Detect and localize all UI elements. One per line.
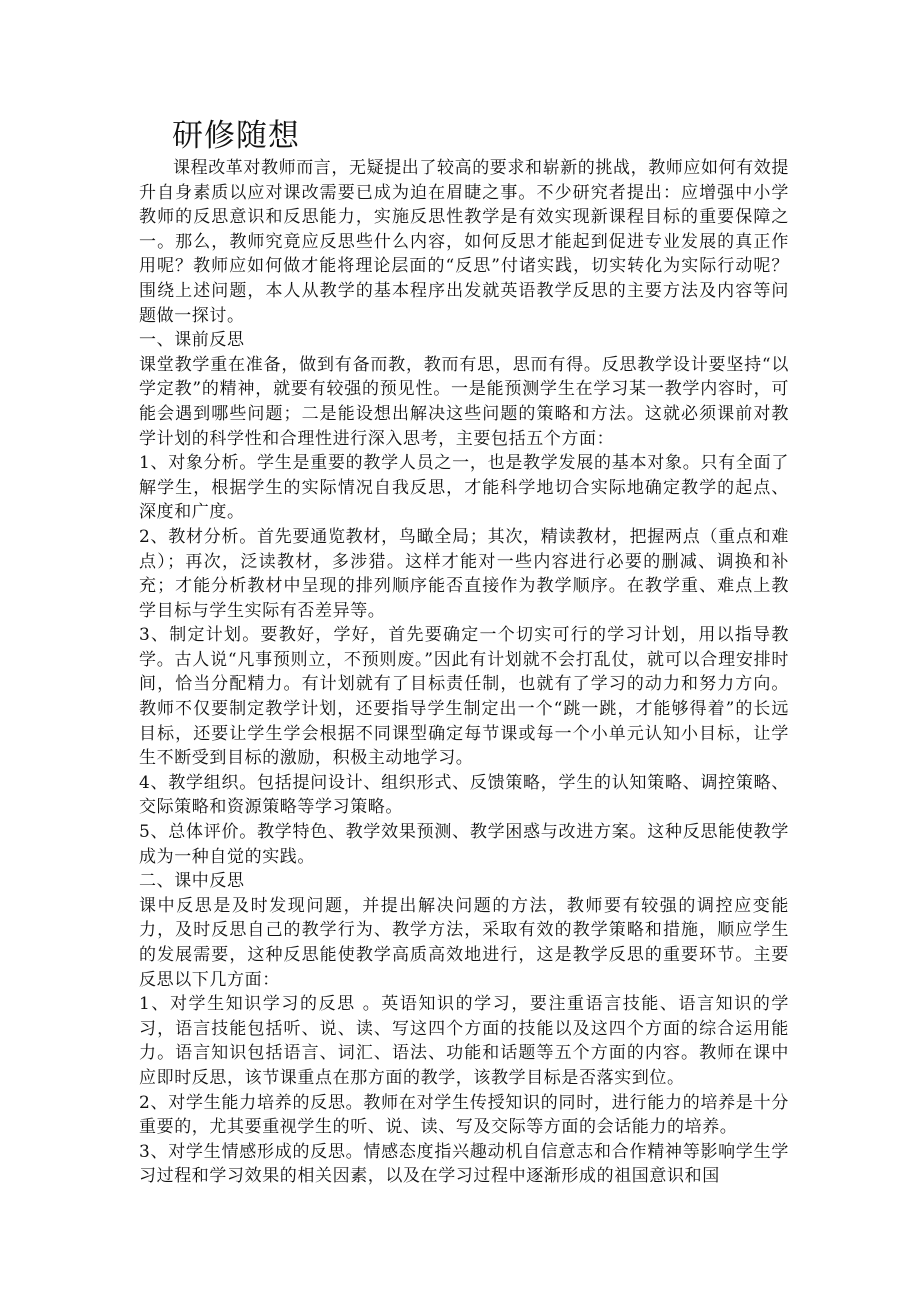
section-heading-pre-class: 一、课前反思 — [139, 330, 245, 351]
paragraph: 3、制定计划。要教好，学好，首先要确定一个切实可行的学习计划，用以指导教学。古人说“凡事预则立，不预则废。”因此有计划就不会打乱仗，就可以合理安排时间，恰当分配精力。有计划就有了目标责任制，也就有了学习的动力和努力方向。教师不仅要制定教学计划，还要指导学生制定出一个“跳一跳，才能够得着”的长远目标，还要让学生学会根据不同课型确定每节课或每一个小单元认知小目标，让学生不断受到目标的激励，积极主动地学习。 — [139, 625, 789, 769]
paragraph: 2、教材分析。首先要通览教材，鸟瞰全局；其次，精读教材，把握两点（重点和难点）；再次，泛读教材，多涉猎。这样才能对一些内容进行必要的删减、调换和补充；才能分析教材中呈现的排列顺序能否直接作为教学顺序。在教学重、难点上教学目标与学生实际有否差异等。 — [139, 526, 789, 621]
paragraph: 4、教学组织。包括提问设计、组织形式、反馈策略，学生的认知策略、调控策略、交际策略和资源策略等学习策略。 — [139, 772, 789, 818]
paragraph: 2、对学生能力培养的反思。教师在对学生传授知识的同时，进行能力的培养是十分重要的，尤其要重视学生的听、说、读、写及交际等方面的会话能力的培养。 — [139, 1092, 789, 1138]
paragraph: 课堂教学重在准备，做到有备而教，教而有思，思而有得。反思教学设计要坚持“以学定教”的精神，就要有较强的预见性。一是能预测学生在学习某一教学内容时，可能会遇到哪些问题；二是能设想出解决这些问题的策略和方法。这就必须课前对教学计划的科学性和合理性进行深入思考，主要包括五个方面： — [139, 354, 789, 449]
document-title: 研修随想 — [172, 118, 300, 154]
intro-paragraph: 课程改革对教师而言，无疑提出了较高的要求和崭新的挑战，教师应如何有效提升自身素质以应对课改需要已成为迫在眉睫之事。不少研究者提出：应增强中小学教师的反思意识和反思能力，实施反思性教学是有效实现新课程目标的重要保障之一。那么，教师究竟应反思些什么内容，如何反思才能起到促进专业发展的真正作用呢？教师应如何做才能将理论层面的“反思”付诸实践，切实转化为实际行动呢？围绕上述问题，本人从教学的基本程序出发就英语教学反思的主要方法及内容等问题做一探讨。 — [139, 158, 789, 326]
paragraph: 5、总体评价。教学特色、教学效果预测、教学困惑与改进方案。这种反思能使教学成为一种自觉的实践。 — [139, 822, 789, 867]
section-heading-in-class: 二、课中反思 — [139, 871, 245, 892]
paragraph: 3、对学生情感形成的反思。情感态度指兴趣动机自信意志和合作精神等影响学生学习过程和学习效果的相关因素，以及在学习过程中逐渐形成的祖国意识和国 — [139, 1141, 789, 1187]
paragraph: 1、对学生知识学习的反思 。英语知识的学习，要注重语言技能、语言知识的学习，语言技能包括听、说、读、写这四个方面的技能以及这四个方面的综合运用能力。语言知识包括语言、词汇、语法、功能和话题等五个方面的内容。教师在课中应即时反思，该节课重点在那方面的教学，该教学目标是否落实到位。 — [139, 994, 789, 1088]
paragraph: 课中反思是及时发现问题，并提出解决问题的方法，教师要有较强的调控应变能力，及时反思自己的教学行为、教学方法，采取有效的教学策略和措施，顺应学生的发展需要，这种反思能使教学高质高效地进行，这是教学反思的重要环节。主要反思以下几方面： — [139, 895, 789, 990]
document-body — [139, 116, 789, 1189]
paragraph: 1、对象分析。学生是重要的教学人员之一，也是教学发展的基本对象。只有全面了解学生，根据学生的实际情况自我反思，才能科学地切合实际地确定教学的起点、深度和广度。 — [139, 453, 789, 523]
